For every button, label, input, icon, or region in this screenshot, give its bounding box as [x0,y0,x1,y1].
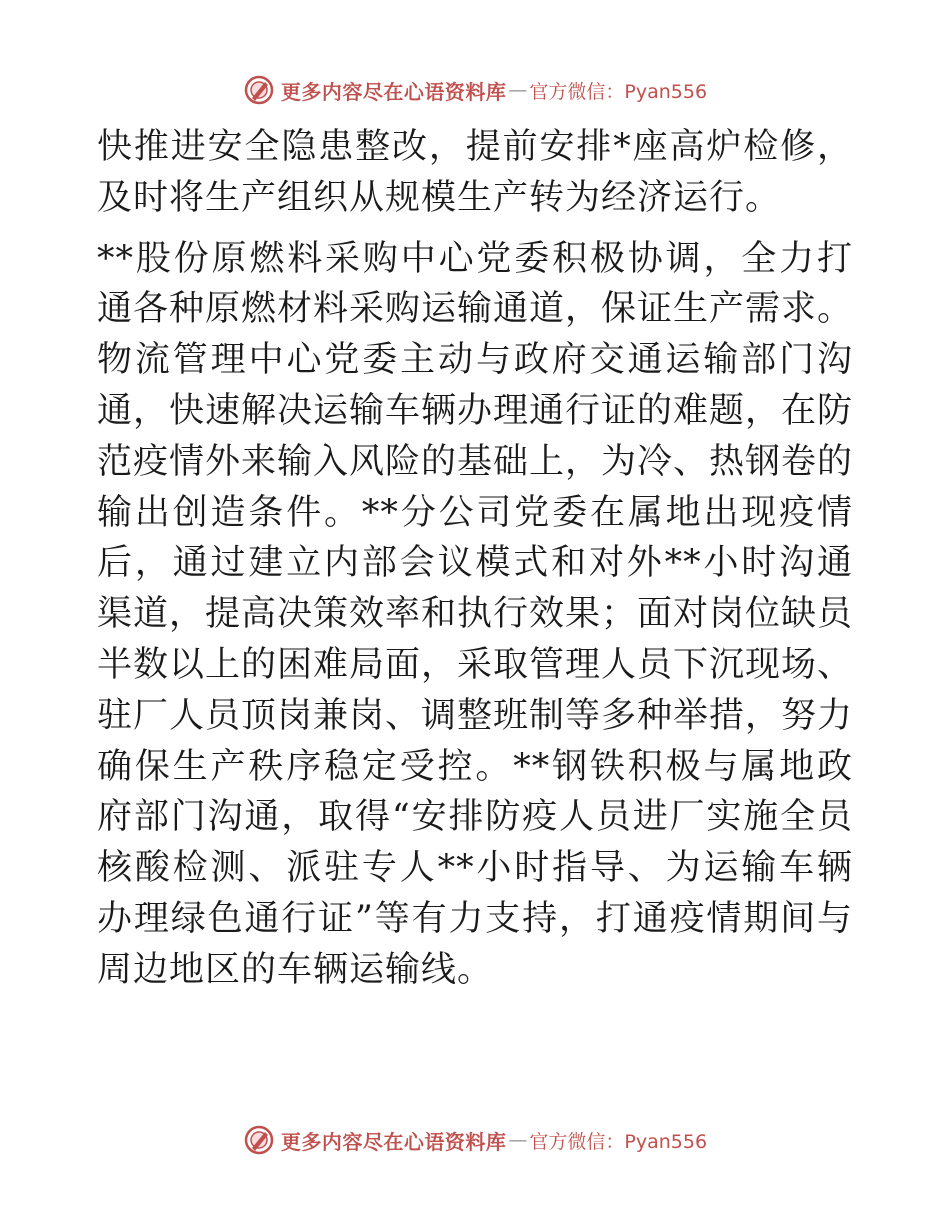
watermark-account: 官方微信：Pyan556 [529,80,708,103]
paragraph-1: 快推进安全隐患整改，提前安排*座高炉检修，及时将生产组织从规模生产转为经济运行。 [97,127,853,218]
paragraph-2: **股份原燃料采购中心党委积极协调，全力打通各种原燃材料采购运输通道，保证生产需求。物流管理中心党委主动与政府交通运输部门沟通，快速解决运输车辆办理通行证的难题，在防范疫情外来输入风险的基础上，为冷、热钢卷的输出创造条件。**分公司党委在属地出现疫情后，通过建立内部会议模式和对外**小时沟通渠道，提高决策效率和执行效果；面对岗位缺员半数以上的困难局面，采取管理人员下沉现场、驻厂人员顶岗兼岗、调整班制等多种举措，努力确保生产秩序稳定受控。**钢铁积极与属地政府部门沟通，取得“安排防疫人员进厂实施全员核酸检测、派驻专人**小时指导、为运输车辆办理绿色通行证”等有力支持，打通疫情期间与周边地区的车辆运输线。 [97,238,854,990]
red-seal-pen-icon [243,1124,275,1156]
red-seal-pen-icon [243,74,275,106]
footer-watermark [0,1120,950,1160]
watermark-text: 更多内容尽在心语资料库 [280,79,507,104]
watermark-account: 官方微信：Pyan556 [529,1130,708,1153]
watermark-dash: — [508,79,528,101]
watermark-text: 更多内容尽在心语资料库 [280,1129,507,1154]
watermark-dash: — [508,1129,528,1151]
header-watermark [0,70,950,110]
document-body [97,122,853,996]
